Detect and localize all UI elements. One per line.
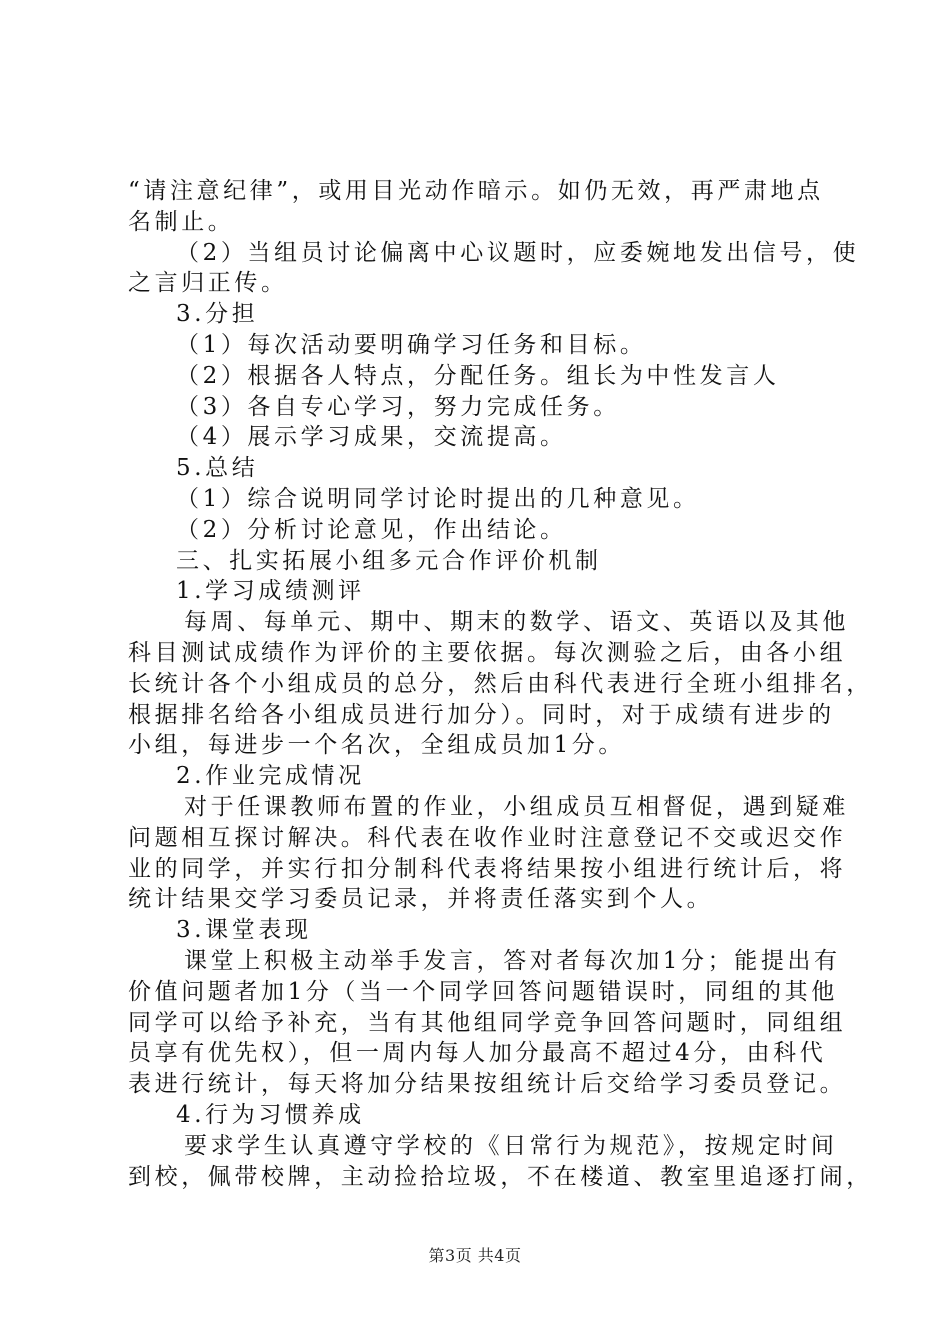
section-heading: 5.总结 xyxy=(176,455,259,482)
list-item: （4）展示学习成果，交流提高。 xyxy=(176,424,567,451)
subsection-heading: 1.学习成绩测评 xyxy=(176,578,365,605)
subsection-heading: 2.作业完成情况 xyxy=(176,763,365,790)
paragraph-line: 业的同学，并实行扣分制科代表将结果按小组进行统计后，将 xyxy=(128,855,847,882)
paragraph-line: 表进行统计，每天将加分结果按组统计后交给学习委员登记。 xyxy=(128,1071,847,1098)
paragraph-line: 问题相互探讨解决。科代表在收作业时注意登记不交或迟交作 xyxy=(128,824,847,851)
list-item: （1）每次活动要明确学习任务和目标。 xyxy=(176,331,647,358)
page-number-footer: 第3页 共4页 xyxy=(428,1246,522,1265)
paragraph-line: 统计结果交学习委员记录，并将责任落实到个人。 xyxy=(128,886,714,913)
document-body xyxy=(128,176,873,1192)
paragraph-line: 根据排名给各小组成员进行加分）。同时，对于成绩有进步的 xyxy=(128,701,835,728)
subsection-heading: 4.行为习惯养成 xyxy=(176,1101,365,1128)
paragraph-line: 小组，每进步一个名次，全组成员加1分。 xyxy=(128,732,626,759)
paragraph-line: 价值问题者加1分（当一个同学回答问题错误时，同组的其他 xyxy=(128,978,838,1005)
paragraph-line: 到校，佩带校牌，主动捡拾垃圾，不在楼道、教室里追逐打闹， xyxy=(128,1163,873,1190)
section-heading: 3.分担 xyxy=(176,301,259,328)
paragraph-line: 课堂上积极主动举手发言，答对者每次加1分；能提出有 xyxy=(184,947,841,974)
subsection-heading: 3.课堂表现 xyxy=(176,917,312,944)
section-heading: 三、扎实拓展小组多元合作评价机制 xyxy=(176,547,602,574)
paragraph-line: 要求学生认真遵守学校的《日常行为规范》，按规定时间 xyxy=(184,1132,838,1159)
paragraph-line: 对于任课教师布置的作业，小组成员互相督促，遇到疑难 xyxy=(184,793,849,820)
list-item: （1）综合说明同学讨论时提出的几种意见。 xyxy=(176,485,700,512)
paragraph-line: 科目测试成绩作为评价的主要依据。每次测验之后，由各小组 xyxy=(128,639,847,666)
paragraph-line: 名制止。 xyxy=(128,208,235,235)
paragraph-line: 之言归正传。 xyxy=(128,270,288,297)
paragraph-line: 员享有优先权），但一周内每人加分最高不超过4分，由科代 xyxy=(128,1040,827,1067)
paragraph-line: “请注意纪律”，或用目光动作暗示。如仍无效，再严肃地点 xyxy=(128,178,824,204)
paragraph-line: 长统计各个小组成员的总分，然后由科代表进行全班小组排名， xyxy=(128,670,873,697)
list-item: （2）当组员讨论偏离中心议题时，应委婉地发出信号，使 xyxy=(176,239,860,266)
paragraph-line: 同学可以给予补充，当有其他组同学竞争回答问题时，同组组 xyxy=(128,1009,847,1036)
list-item: （3）各自专心学习，努力完成任务。 xyxy=(176,393,620,420)
paragraph-line: 每周、每单元、期中、期末的数学、语文、英语以及其他 xyxy=(184,609,849,636)
list-item: （2）分析讨论意见，作出结论。 xyxy=(176,516,567,543)
list-item: （2）根据各人特点，分配任务。组长为中性发言人 xyxy=(176,362,780,389)
